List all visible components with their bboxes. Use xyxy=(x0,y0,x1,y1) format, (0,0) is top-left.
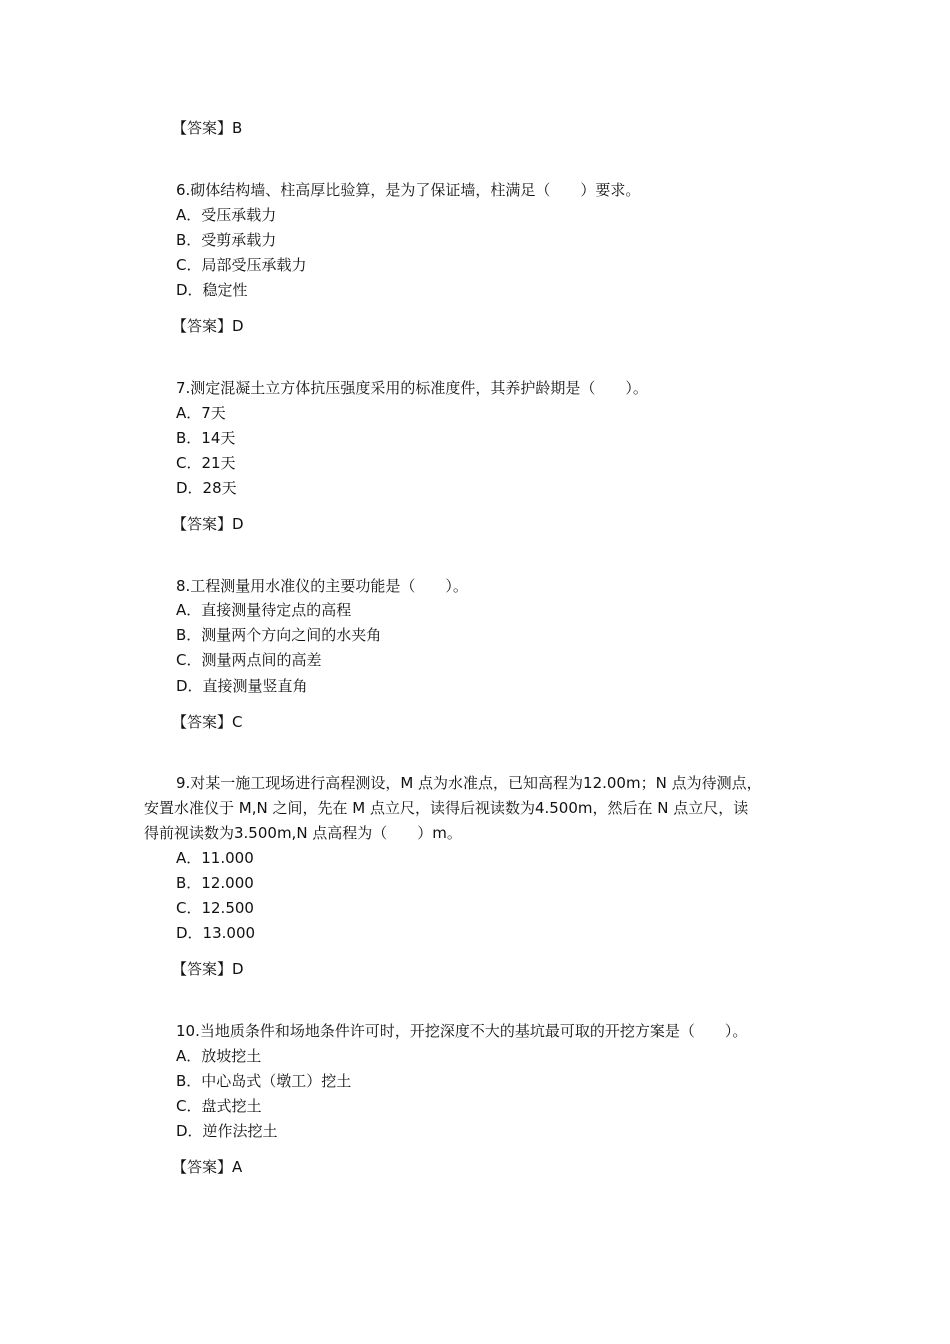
q8-stem: 8.工程测量用水准仪的主要功能是（ ）。 xyxy=(176,577,468,595)
q6-option-b: B．受剪承载力 xyxy=(176,231,277,249)
q10-option-b: B．中心岛式（墩工）挖土 xyxy=(176,1072,352,1090)
q7-option-a: A．7天 xyxy=(176,404,226,422)
q8-option-d: D．直接测量竖直角 xyxy=(176,677,308,695)
q8-option-c: C．测量两点间的高差 xyxy=(176,651,322,669)
q9-option-b: B．12.000 xyxy=(176,874,254,892)
q7-option-b: B．14天 xyxy=(176,429,236,447)
q9-stem-line-2: 安置水准仪于 M,N 之间，先在 M 点立尺，读得后视读数为4.500m，然后在 N 点立尺，读 xyxy=(144,799,749,817)
q8-option-a: A．直接测量待定点的高程 xyxy=(176,601,352,619)
q7-answer: 【答案】D xyxy=(172,515,244,533)
q9-option-d: D．13.000 xyxy=(176,924,256,942)
q7-stem: 7.测定混凝土立方体抗压强度采用的标准度件，其养护龄期是（ ）。 xyxy=(176,379,648,397)
q10-option-c: C．盘式挖土 xyxy=(176,1097,262,1115)
q9-option-a: A．11.000 xyxy=(176,849,254,867)
answer-top: 【答案】B xyxy=(172,119,243,137)
q9-answer: 【答案】D xyxy=(172,960,244,978)
q10-option-a: A．放坡挖土 xyxy=(176,1047,262,1065)
q6-answer: 【答案】D xyxy=(172,317,244,335)
q10-stem: 10.当地质条件和场地条件许可时，开挖深度不大的基坑最可取的开挖方案是（ ）。 xyxy=(176,1022,748,1040)
q6-option-d: D．稳定性 xyxy=(176,281,248,299)
q6-option-c: C．局部受压承载力 xyxy=(176,256,307,274)
q8-answer: 【答案】C xyxy=(172,713,243,731)
q8-option-b: B．测量两个方向之间的水夹角 xyxy=(176,626,382,644)
q9-stem-line-1: 9.对某一施工现场进行高程测设，M 点为水准点，已知高程为12.00m；N 点为待测点， xyxy=(176,774,762,792)
q6-option-a: A．受压承载力 xyxy=(176,206,277,224)
q6-stem: 6.砌体结构墙、柱高厚比验算，是为了保证墙，柱满足（ ）要求。 xyxy=(176,181,641,199)
q10-answer: 【答案】A xyxy=(172,1158,243,1176)
q9-option-c: C．12.500 xyxy=(176,899,254,917)
q10-option-d: D．逆作法挖土 xyxy=(176,1122,278,1140)
q9-stem-line-3: 得前视读数为3.500m,N 点高程为（ ）m。 xyxy=(144,824,462,842)
q7-option-d: D．28天 xyxy=(176,479,237,497)
q7-option-c: C．21天 xyxy=(176,454,236,472)
